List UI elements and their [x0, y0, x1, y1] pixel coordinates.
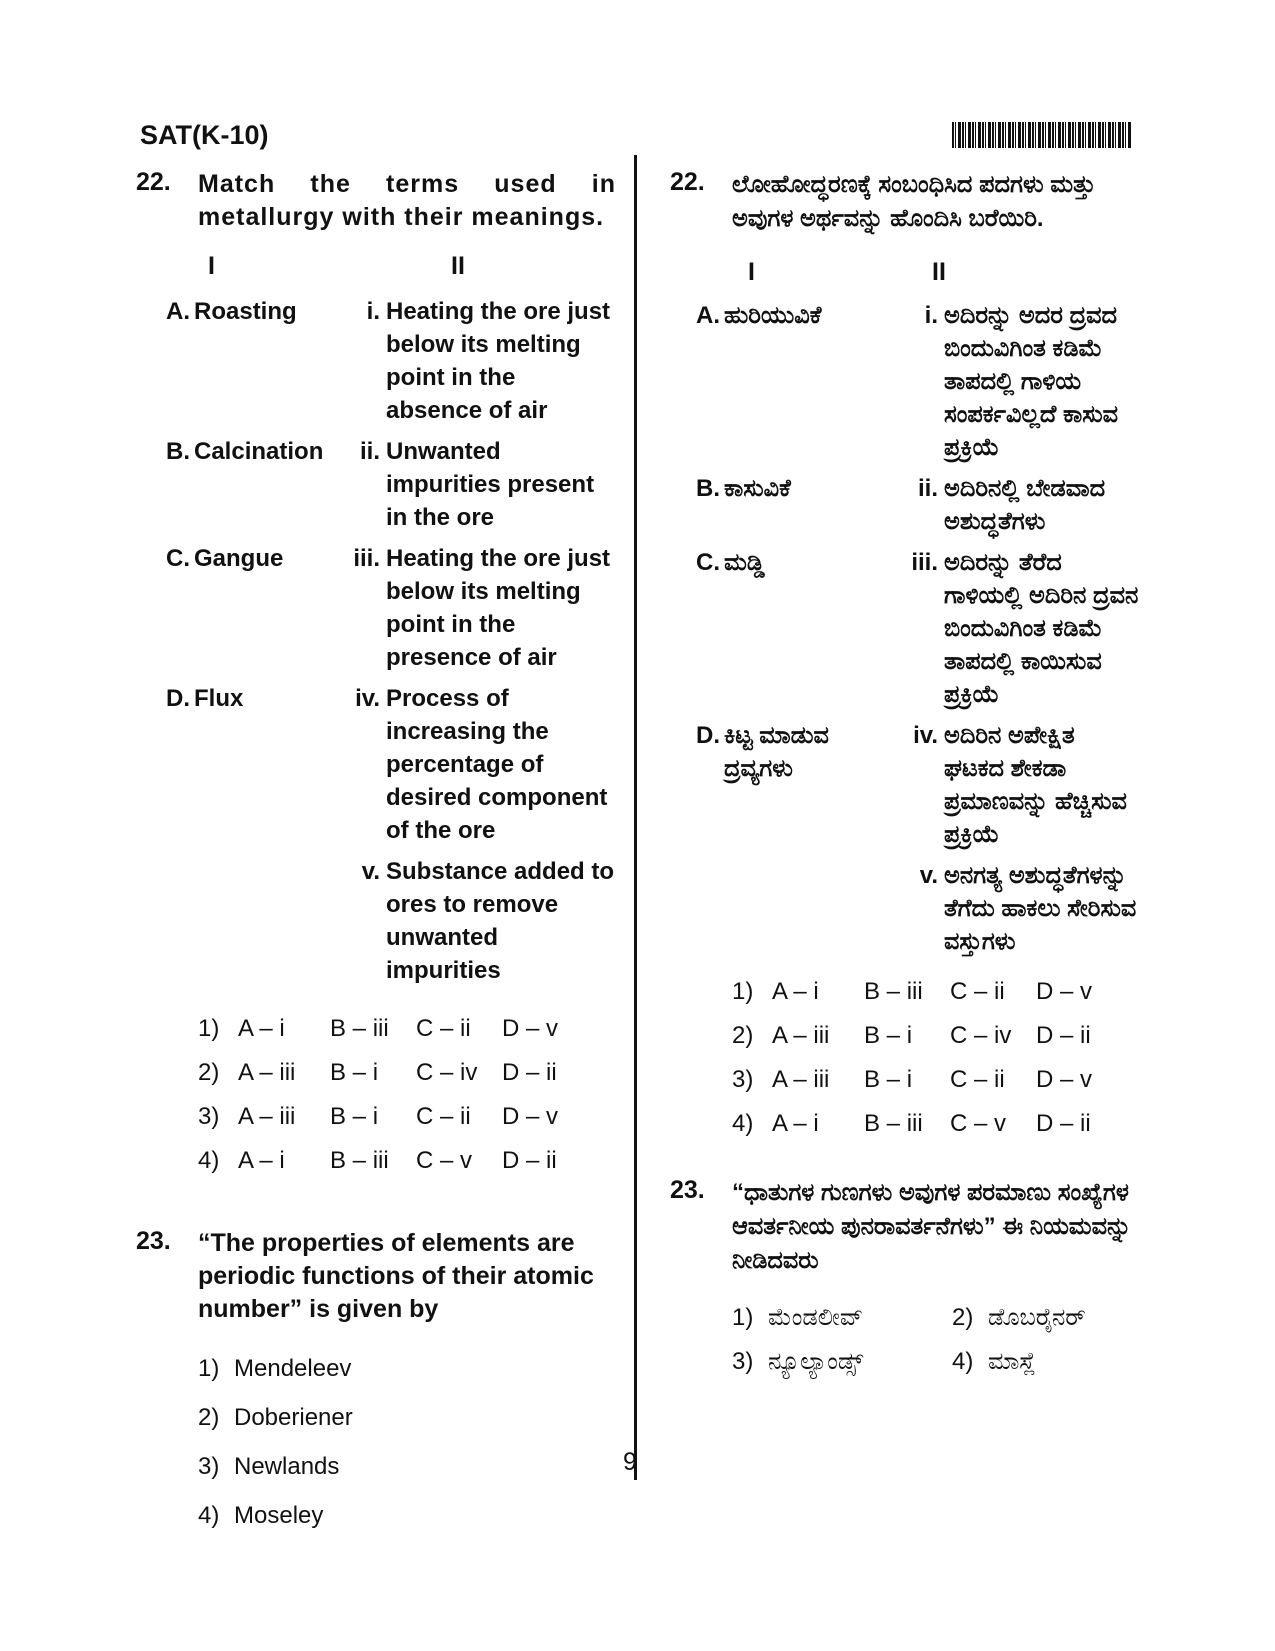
answer-options: [732, 970, 1140, 1146]
option-text: Mendeleev: [234, 1355, 352, 1382]
column-headings: [208, 252, 616, 281]
answer-option: [732, 1340, 952, 1384]
answer-option: [198, 1344, 616, 1393]
option-text: ಮಾಸ್ಲೆ: [988, 1348, 1036, 1375]
answer-option: [732, 1296, 952, 1340]
row-label: D.: [696, 722, 720, 749]
match-row: [166, 855, 616, 987]
column-head-ii: II: [451, 252, 465, 280]
question-23-kn: [670, 1176, 1140, 1384]
option-a: A – i: [238, 1015, 285, 1042]
answer-option: [198, 1095, 616, 1139]
option-text: ನ್ಯೂಲ್ಯಾಂಡ್ಸ್: [768, 1348, 864, 1375]
option-number: 4): [198, 1502, 220, 1529]
option-d: D – v: [502, 1103, 559, 1130]
option-number: 3): [198, 1103, 220, 1130]
answer-option: [198, 1051, 616, 1095]
question-text: ಲೋಹೋದ್ಧರಣಕ್ಕೆ ಸಂಬಂಧಿಸಿದ ಪದಗಳು ಮತ್ತು ಅವುಗಳ ಅರ್ಥವನ್ನು ಹೊಂದಿಸಿ ಬರೆಯಿರಿ.: [732, 171, 1096, 232]
row-meaning: ಅದಿರನ್ನು ತೆರೆದ ಗಾಳಿಯಲ್ಲಿ ಅದಿರಿನ ದ್ರವನ ಬಿಂದುವಿಗಿಂತ ಕಡಿಮೆ ತಾಪದಲ್ಲಿ ಕಾಯಿಸುವ ಪ್ರಕ್ರಿಯೆ: [944, 549, 1139, 708]
row-numeral: v.: [361, 858, 380, 885]
row-label: C.: [166, 545, 190, 572]
option-c: C – v: [416, 1147, 473, 1174]
option-c: C – iv: [416, 1059, 478, 1086]
option-d: D – ii: [1036, 1110, 1091, 1137]
row-term: Gangue: [194, 545, 284, 572]
option-d: D – v: [502, 1015, 559, 1042]
row-numeral: iv.: [913, 722, 938, 749]
option-b: B – i: [330, 1103, 379, 1130]
option-c: C – ii: [950, 978, 1005, 1005]
question-22-kn: [670, 168, 1140, 1146]
option-number: 3): [198, 1453, 220, 1480]
row-numeral: i.: [366, 298, 380, 325]
option-number: 2): [198, 1059, 220, 1086]
answer-options: [198, 1007, 616, 1183]
row-term: Flux: [194, 685, 244, 712]
option-text: ಡೊಬರೈನರ್: [988, 1304, 1086, 1331]
option-c: C – ii: [416, 1015, 471, 1042]
option-c: C – ii: [416, 1103, 471, 1130]
column-head-i: I: [748, 258, 755, 286]
row-meaning: Heating the ore just below its melting point in the presence of air: [386, 545, 611, 671]
option-b: B – iii: [864, 978, 923, 1005]
question-number: 23.: [670, 1176, 705, 1204]
row-term: Calcination: [194, 438, 324, 465]
row-meaning: Heating the ore just below its melting point in the absence of air: [386, 298, 611, 424]
question-number: 23.: [136, 1227, 171, 1255]
option-c: C – iv: [950, 1022, 1012, 1049]
option-text: ಮೆಂಡಲೀವ್: [768, 1304, 864, 1331]
match-row: [166, 542, 616, 674]
row-label: [696, 859, 724, 958]
option-a: A – i: [238, 1147, 285, 1174]
option-d: D – v: [1036, 978, 1093, 1005]
option-number: 3): [732, 1348, 754, 1375]
row-numeral: iii.: [911, 549, 938, 576]
page-number: 9: [623, 1448, 637, 1476]
row-label: B.: [696, 475, 720, 502]
row-meaning: Unwanted impurities present in the ore: [386, 438, 595, 531]
option-b: B – iii: [330, 1015, 389, 1042]
option-text: Doberiener: [234, 1404, 353, 1431]
row-term: [194, 855, 352, 987]
answer-option: [198, 1442, 616, 1491]
option-b: B – iii: [864, 1110, 923, 1137]
answer-option: [732, 1014, 1140, 1058]
answer-option: [952, 1296, 1152, 1340]
option-d: D – ii: [502, 1059, 557, 1086]
question-23-en: [136, 1227, 616, 1540]
column-head-i: I: [208, 252, 215, 280]
answer-option: [198, 1491, 616, 1540]
row-term: ಕಾಸುವಿಕೆ: [724, 475, 791, 502]
option-b: B – iii: [330, 1147, 389, 1174]
match-row: [166, 682, 616, 847]
row-numeral: iv.: [355, 685, 380, 712]
row-label: A.: [166, 298, 190, 325]
row-label: A.: [696, 302, 720, 329]
answer-option: [952, 1340, 1152, 1384]
option-c: C – ii: [950, 1066, 1005, 1093]
row-label: [166, 855, 194, 987]
option-b: B – i: [864, 1066, 913, 1093]
row-label: D.: [166, 685, 190, 712]
option-number: 2): [732, 1022, 754, 1049]
row-meaning: ಅದಿರನ್ನು ಅದರ ದ್ರವದ ಬಿಂದುವಿಗಿಂತ ಕಡಿಮೆ ತಾಪದಲ್ಲಿ ಗಾಳಿಯ ಸಂಪರ್ಕವಿಲ್ಲದೆ ಕಾಸುವ ಪ್ರಕ್ರಿಯೆ: [944, 302, 1119, 461]
answer-option: [732, 1102, 1140, 1146]
answer-options: [198, 1344, 616, 1540]
answer-option: [198, 1007, 616, 1051]
match-row: [696, 299, 1140, 464]
column-headings: [748, 258, 1140, 287]
question-number: 22.: [670, 168, 705, 196]
row-meaning: ಅನಗತ್ಯ ಅಶುದ್ಧತೆಗಳನ್ನು ತೆಗೆದು ಹಾಕಲು ಸೇರಿಸುವ ವಸ್ತುಗಳು: [944, 862, 1137, 955]
option-b: B – i: [864, 1022, 913, 1049]
option-d: D – v: [1036, 1066, 1093, 1093]
row-term: [724, 859, 904, 958]
answer-option: [732, 970, 1140, 1014]
row-term: ಕಿಟ್ಟ ಮಾಡುವ ದ್ರವ್ಯಗಳು: [724, 722, 829, 782]
kannada-column: [670, 168, 1140, 1384]
option-a: A – iii: [772, 1066, 830, 1093]
option-a: A – iii: [238, 1059, 296, 1086]
row-label: C.: [696, 549, 720, 576]
answer-option: [198, 1139, 616, 1183]
row-meaning: Substance added to ores to remove unwanted impurities: [386, 858, 615, 984]
question-text: Match the terms used in metallurgy with their meanings.: [198, 170, 616, 231]
option-c: C – v: [950, 1110, 1007, 1137]
row-numeral: ii.: [359, 438, 380, 465]
row-numeral: i.: [924, 302, 938, 329]
row-meaning: ಅದಿರಿನ ಅಪೇಕ್ಷಿತ ಘಟಕದ ಶೇಕಡಾ ಪ್ರಮಾಣವನ್ನು ಹೆಚ್ಚಿಸುವ ಪ್ರಕ್ರಿಯೆ: [944, 722, 1127, 848]
option-number: 1): [732, 1304, 754, 1331]
question-text: “ಧಾತುಗಳ ಗುಣಗಳು ಅವುಗಳ ಪರಮಾಣು ಸಂಖ್ಯೆಗಳ ಆವರ್ತನೀಯ ಪುನರಾವರ್ತನೆಗಳು” ಈ ನಿಯಮವನ್ನು ನೀಡಿದವರು: [732, 1179, 1132, 1274]
option-number: 1): [198, 1355, 220, 1382]
match-row: [166, 295, 616, 427]
option-a: A – iii: [772, 1022, 830, 1049]
question-text: “The properties of elements are periodic functions of their atomic number” is given by: [198, 1229, 594, 1323]
option-a: A – i: [772, 978, 819, 1005]
match-row: [696, 719, 1140, 851]
option-number: 2): [198, 1404, 220, 1431]
option-number: 4): [198, 1147, 220, 1174]
option-b: B – i: [330, 1059, 379, 1086]
option-a: A – i: [772, 1110, 819, 1137]
row-numeral: v.: [919, 862, 938, 889]
answer-option: [198, 1393, 616, 1442]
column-head-ii: II: [932, 258, 946, 286]
row-label: B.: [166, 438, 190, 465]
barcode-icon: [952, 122, 1132, 148]
row-meaning: ಅದಿರಿನಲ್ಲಿ ಬೇಡವಾದ ಅಶುದ್ಧತೆಗಳು: [944, 475, 1106, 535]
match-row: [696, 859, 1140, 958]
column-divider: [634, 155, 637, 1480]
option-number: 4): [732, 1110, 754, 1137]
question-number: 22.: [136, 168, 171, 196]
answer-options: [732, 1296, 1140, 1384]
match-row: [166, 435, 616, 534]
row-meaning: Process of increasing the percentage of desired component of the ore: [386, 685, 608, 844]
exam-code: SAT(K-10): [140, 120, 269, 150]
row-term: ಹುರಿಯುವಿಕೆ: [724, 302, 822, 329]
row-term: ಮಡ್ಡಿ: [724, 549, 765, 576]
option-text: Newlands: [234, 1453, 340, 1480]
match-row: [696, 472, 1140, 538]
answer-option: [732, 1058, 1140, 1102]
option-number: 4): [952, 1348, 974, 1375]
english-column: [136, 168, 616, 1540]
option-number: 3): [732, 1066, 754, 1093]
row-numeral: ii.: [917, 475, 938, 502]
question-22-en: [136, 168, 616, 1183]
option-d: D – ii: [502, 1147, 557, 1174]
option-number: 2): [952, 1304, 974, 1331]
match-row: [696, 546, 1140, 711]
row-term: Roasting: [194, 298, 297, 325]
row-numeral: iii.: [353, 545, 380, 572]
option-d: D – ii: [1036, 1022, 1091, 1049]
option-number: 1): [732, 978, 754, 1005]
option-a: A – iii: [238, 1103, 296, 1130]
option-text: Moseley: [234, 1502, 324, 1529]
option-number: 1): [198, 1015, 220, 1042]
